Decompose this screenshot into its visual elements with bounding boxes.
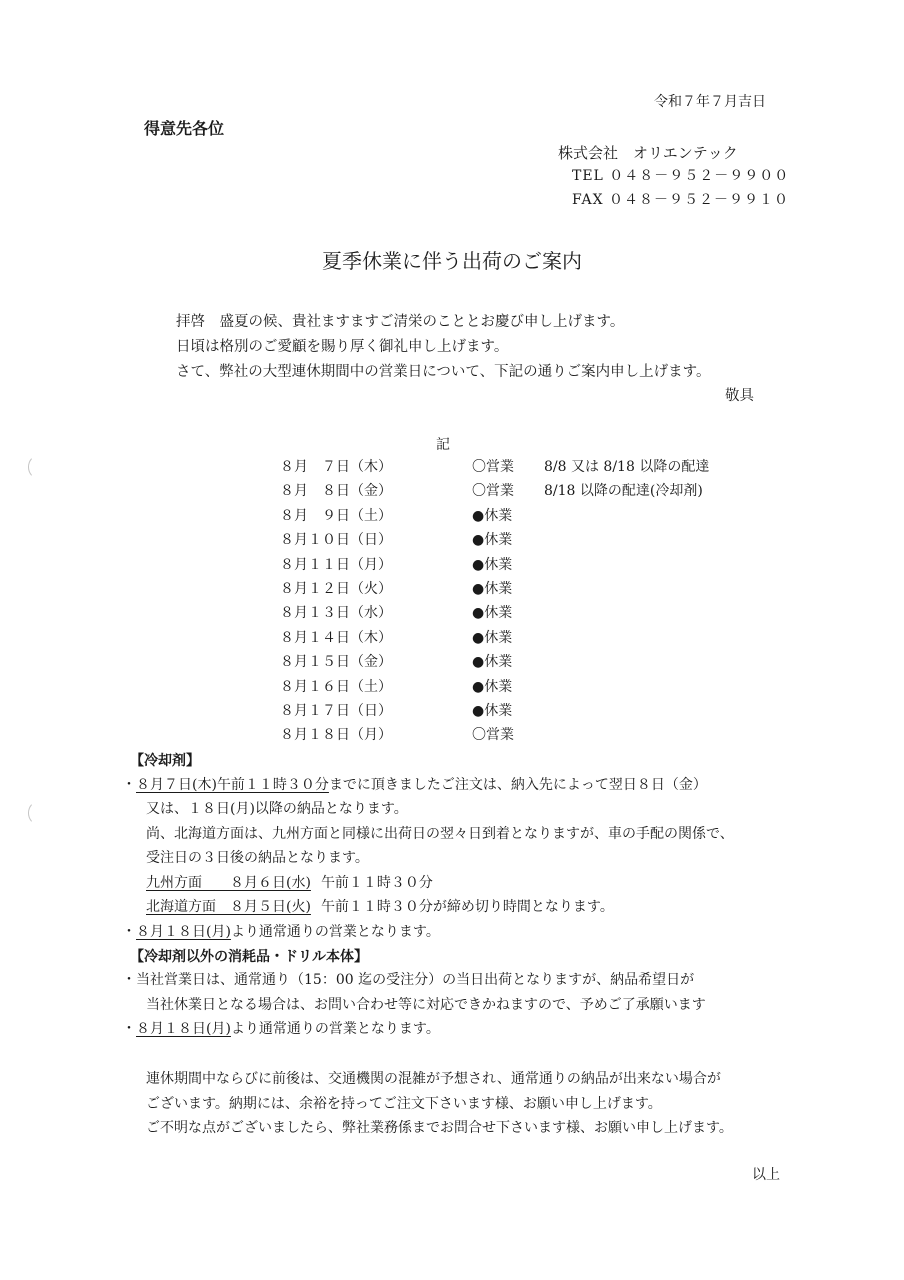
consumables-resume — [122, 1019, 440, 1039]
schedule-status: ●休業 — [472, 580, 513, 597]
schedule-status: ●休業 — [472, 507, 513, 524]
schedule-date: ８月１３日（水） — [280, 605, 392, 622]
schedule-note: 8/18 以降の配達(冷却剤) — [544, 483, 703, 500]
schedule-row — [278, 455, 738, 479]
schedule-status: ●休業 — [472, 654, 513, 671]
recipient: 得意先各位 — [144, 119, 225, 138]
closing-line: ご不明な点がございましたら、弊社業務係までお問合せ下さいます様、お願い申し上げます。 — [146, 1120, 733, 1136]
greeting-line: 日頃は格別のご愛顧を賜り厚く御礼申し上げます。 — [176, 339, 509, 355]
hokkaido-time: 午前１１時３０分が締め切り時間となります。 — [320, 899, 614, 915]
coolant-line: 尚、北海道方面は、九州方面と同様に出荷日の翌々日到着となりますが、車の手配の関係で、 — [146, 826, 734, 842]
resume-text: より通常通りの営業となります。 — [230, 1021, 440, 1037]
kyushu-time: 午前１１時３０分 — [320, 875, 433, 891]
schedule-row — [278, 723, 738, 747]
hokkaido-deadline — [146, 897, 614, 917]
schedule-date: ８月 ７日（木） — [280, 459, 392, 475]
schedule-row — [278, 675, 738, 699]
tel-number: TEL ０４８－９５２－９９００ — [572, 168, 790, 184]
section-heading-coolant: 【冷却剤】 — [130, 753, 200, 769]
schedule-status: ●休業 — [472, 678, 513, 695]
consumables-text: 当社営業日は、通常通り（15：00 迄の受注分）の当日出荷となりますが、納品希望日が — [136, 972, 695, 988]
consumables-line — [122, 970, 694, 990]
resume-date: ８月１８日(月) — [136, 924, 231, 940]
coolant-deadline: ８月７日(木)午前１１時３０分 — [136, 777, 329, 793]
resume-date: ８月１８日(月) — [136, 1021, 231, 1037]
coolant-resume — [122, 922, 440, 942]
coolant-text: までに頂きましたご注文は、納入先によって翌日８日（金） — [328, 777, 707, 793]
schedule-status: ●休業 — [472, 702, 513, 719]
schedule-status: ●休業 — [472, 605, 513, 622]
schedule-status: 〇営業 — [472, 483, 514, 500]
schedule-row — [278, 528, 738, 552]
schedule-date: ８月１４日（木） — [280, 629, 392, 646]
consumables-line: 当社休業日となる場合は、お問い合わせ等に対応できかねますので、予めご了承願います — [146, 997, 706, 1013]
hokkaido-label: 北海道方面 ８月５日(火) — [146, 899, 311, 915]
greeting-closing: 敬具 — [725, 388, 754, 404]
schedule-date: ８月１５日（金） — [280, 654, 392, 671]
schedule-row — [278, 553, 738, 577]
schedule-date: ８月１７日（日） — [280, 702, 392, 719]
coolant-line: 又は、１８日(月)以降の納品となります。 — [146, 801, 408, 817]
schedule-row — [278, 699, 738, 723]
bullet: ・ — [122, 1021, 136, 1037]
issue-date: 令和７年７月吉日 — [654, 94, 766, 110]
closing-line: ございます。納期には、余裕を持ってご注文下さいます様、お願い申し上げます。 — [146, 1096, 662, 1112]
punch-hole-mark — [28, 801, 49, 825]
schedule-row — [278, 650, 738, 674]
schedule-date: ８月１２日（火） — [280, 580, 392, 597]
schedule-status: ●休業 — [472, 556, 513, 573]
schedule-date: ８月１０日（日） — [280, 532, 392, 549]
schedule-date: ８月 ８日（金） — [280, 483, 392, 500]
schedule-date: ８月 ９日（土） — [280, 507, 392, 524]
schedule-status: 〇営業 — [472, 459, 514, 475]
punch-hole-mark — [28, 455, 49, 479]
schedule-row — [278, 479, 738, 503]
schedule-date: ８月１６日（土） — [280, 678, 392, 695]
schedule-row — [278, 626, 738, 650]
schedule-row — [278, 504, 738, 528]
kyushu-deadline — [146, 873, 433, 893]
fax-number: FAX ０４８－９５２－９９１０ — [572, 192, 790, 208]
document-title: 夏季休業に伴う出荷のご案内 — [322, 249, 582, 273]
bullet: ・ — [122, 972, 136, 988]
greeting-line: さて、弊社の大型連休期間中の営業日について、下記の通りご案内申し上げます。 — [176, 364, 711, 380]
schedule-date: ８月１８日（月） — [280, 727, 392, 744]
company-name: 株式会社 オリエンテック — [558, 144, 738, 162]
closing-end: 以上 — [752, 1167, 780, 1183]
schedule-status: 〇営業 — [472, 727, 514, 744]
greeting-line: 拝啓 盛夏の候、貴社ますますご清栄のこととお慶び申し上げます。 — [176, 314, 625, 330]
schedule-status: ●休業 — [472, 629, 513, 646]
schedule-row — [278, 601, 738, 625]
kyushu-label: 九州方面 ８月６日(水) — [146, 875, 311, 891]
coolant-line — [122, 775, 707, 795]
schedule-date: ８月１１日（月） — [280, 556, 392, 573]
schedule-note: 8/8 又は 8/18 以降の配達 — [544, 459, 710, 475]
section-heading-consumables: 【冷却剤以外の消耗品・ドリル本体】 — [130, 949, 368, 965]
schedule-status: ●休業 — [472, 532, 513, 549]
resume-text: より通常通りの営業となります。 — [230, 924, 440, 940]
closing-line: 連休期間中ならびに前後は、交通機関の混雑が予想され、通常通りの納品が出来ない場合が — [146, 1071, 721, 1087]
ki-heading: 記 — [436, 437, 450, 453]
coolant-line: 受注日の３日後の納品となります。 — [146, 850, 369, 866]
schedule-row — [278, 577, 738, 601]
bullet: ・ — [122, 924, 136, 940]
bullet: ・ — [122, 777, 136, 793]
holiday-schedule — [278, 455, 738, 748]
